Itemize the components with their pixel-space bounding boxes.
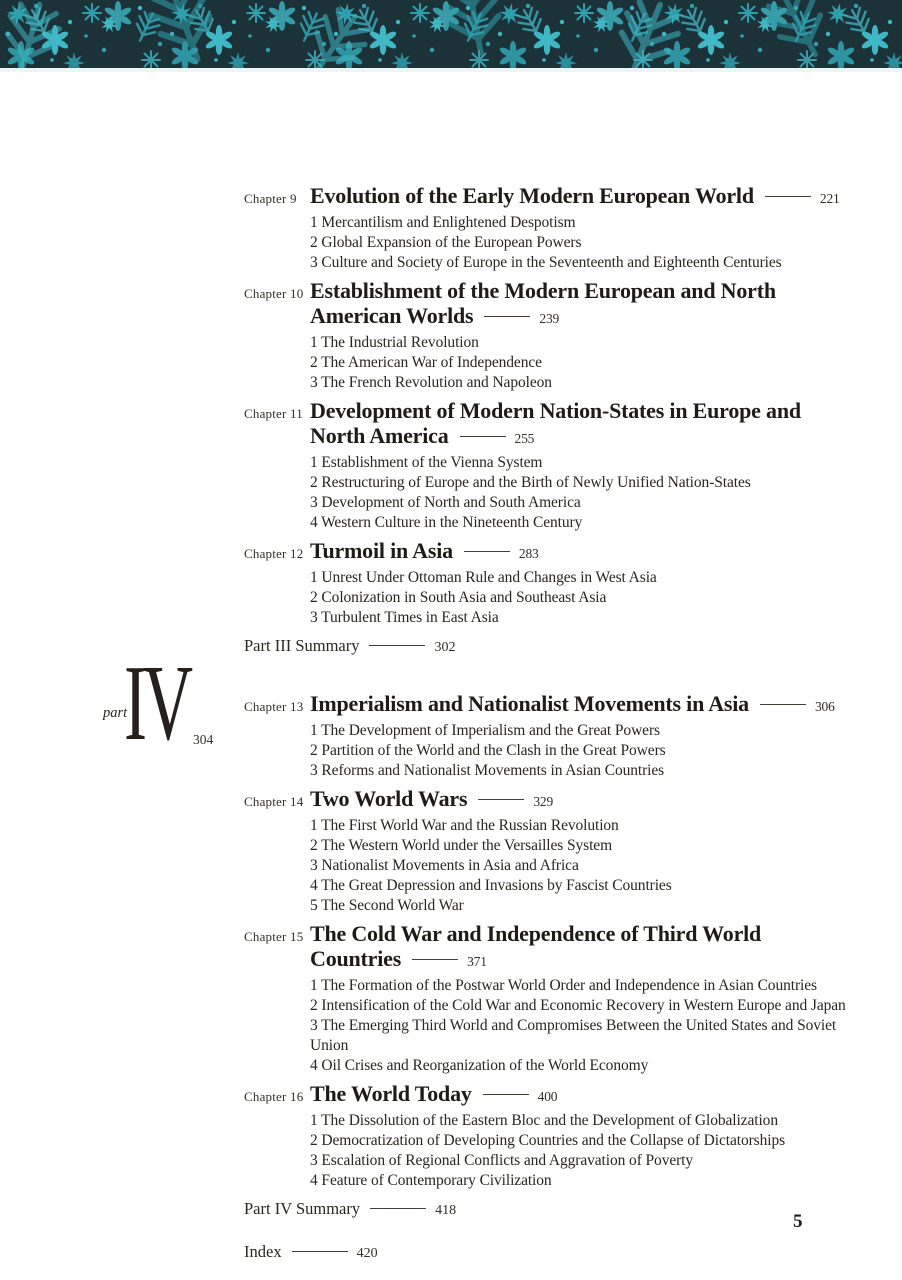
part-word: part (103, 705, 128, 721)
leader-dash (483, 1094, 529, 1095)
section-item: 2 Restructuring of Europe and the Birth of Newly Unified Nation-States (310, 474, 751, 491)
chapter-body (310, 278, 874, 393)
part-summary-label: Part III Summary (244, 636, 360, 655)
batik-pattern-art (0, 0, 902, 68)
chapter-body (310, 921, 874, 1076)
part-numeral: IV (124, 644, 190, 763)
chapter-entry (244, 278, 874, 393)
section-item: 4 Oil Crises and Reorganization of the World Economy (310, 1057, 649, 1074)
chapter-title (310, 538, 874, 566)
leader-dash (460, 436, 506, 437)
section-item: 1 The Industrial Revolution (310, 334, 479, 351)
chapter-label: Chapter 16 (244, 1089, 304, 1104)
chapter-sections (310, 453, 874, 533)
section-item: 1 The Formation of the Postwar World Order and Independence in Asian Countries (310, 977, 817, 994)
chapter-title-line: Establishment of the Modern European and North (310, 278, 776, 303)
leader-dash (464, 551, 510, 552)
leader-dash (370, 1208, 426, 1209)
section-item: 1 Unrest Under Ottoman Rule and Changes in West Asia (310, 569, 657, 586)
chapter-title-line: Development of Modern Nation-States in Europe and (310, 398, 801, 423)
folio-page-number: 5 (793, 1211, 803, 1232)
leader-dash (478, 799, 524, 800)
chapter-title (310, 1081, 874, 1109)
toc-parts (244, 183, 874, 1223)
chapter-title (310, 921, 874, 974)
chapter-label: Chapter 12 (244, 546, 304, 561)
chapter-title-line: Imperialism and Nationalist Movements in Asia (310, 691, 749, 716)
chapter-page-number: 371 (467, 954, 487, 969)
chapter-sections (310, 333, 874, 393)
chapter-label: Chapter 14 (244, 794, 304, 809)
part-summary-label: Part IV Summary (244, 1199, 361, 1218)
index-entry (244, 1239, 874, 1266)
chapter-label: Chapter 13 (244, 699, 304, 714)
chapter-list (244, 691, 874, 1191)
section-item: 3 Turbulent Times in East Asia (310, 609, 499, 626)
index-label: Index (244, 1242, 282, 1261)
part-section (244, 183, 874, 660)
chapter-label: Chapter 11 (244, 406, 303, 421)
chapter-sections (310, 721, 874, 781)
chapter-label: Chapter 15 (244, 929, 304, 944)
section-item: 3 Development of North and South America (310, 494, 581, 511)
chapter-title (310, 691, 874, 719)
section-item: 3 Reforms and Nationalist Movements in Asian Countries (310, 762, 665, 779)
part-marker (96, 644, 236, 764)
chapter-page-number: 239 (539, 311, 560, 326)
section-item: 1 The Dissolution of the Eastern Bloc and the Development of Globalization (310, 1112, 778, 1129)
chapter-page-number: 329 (533, 794, 554, 809)
chapter-title-line: North America (310, 423, 449, 448)
chapter-list (244, 183, 874, 628)
chapter-entry (244, 538, 874, 628)
banner-bottom-edge (0, 68, 902, 72)
section-item: 1 The Development of Imperialism and the Great Powers (310, 722, 660, 739)
section-item: 2 Colonization in South Asia and Southeast Asia (310, 589, 607, 606)
chapter-page-number: 221 (819, 191, 840, 206)
section-item: 4 Western Culture in the Nineteenth Century (310, 514, 583, 531)
chapter-title (310, 278, 874, 331)
chapter-title-line: Two World Wars (310, 786, 468, 811)
chapter-title (310, 786, 874, 814)
section-item: 1 Establishment of the Vienna System (310, 454, 543, 471)
part-start-page: 304 (193, 732, 214, 747)
part-summary-page: 302 (434, 640, 456, 655)
section-item: 5 The Second World War (310, 897, 464, 914)
section-item: 3 Nationalist Movements in Asia and Africa (310, 857, 579, 874)
chapter-title-line: American Worlds (310, 303, 474, 328)
chapter-entry (244, 921, 874, 1076)
part-summary (244, 1196, 874, 1223)
section-item: 4 The Great Depression and Invasions by Fascist Countries (310, 877, 672, 894)
section-item: 2 The American War of Independence (310, 354, 542, 371)
chapter-title (310, 183, 874, 211)
leader-dash (292, 1251, 348, 1252)
leader-dash (484, 316, 530, 317)
chapter-label: Chapter 10 (244, 286, 304, 301)
section-item: 2 Global Expansion of the European Powers (310, 234, 582, 251)
chapter-label: Chapter 9 (244, 191, 297, 206)
part-summary (244, 633, 874, 660)
section-item: 2 Intensification of the Cold War and Economic Recovery in Western Europe and Japan (310, 997, 846, 1014)
section-item: 2 The Western World under the Versailles System (310, 837, 613, 854)
chapter-entry (244, 1081, 874, 1191)
chapter-page-number: 283 (518, 546, 539, 561)
index-page-number: 420 (356, 1246, 378, 1261)
chapter-entry (244, 691, 874, 781)
section-item: 3 Escalation of Regional Conflicts and Aggravation of Poverty (310, 1152, 694, 1169)
chapter-body (310, 1081, 874, 1191)
part-section (244, 691, 874, 1223)
chapter-body (310, 183, 874, 273)
leader-dash (412, 959, 458, 960)
section-item: 1 The First World War and the Russian Revolution (310, 817, 619, 834)
part-summary-page: 418 (435, 1203, 457, 1218)
leader-dash (760, 704, 806, 705)
decorative-batik-banner (0, 0, 902, 72)
section-item: 3 Culture and Society of Europe in the Seventeenth and Eighteenth Centuries (310, 254, 782, 271)
section-item: 4 Feature of Contemporary Civilization (310, 1172, 552, 1189)
leader-dash (369, 645, 425, 646)
section-item: 3 The Emerging Third World and Compromises Between the United States and Soviet Union (310, 1017, 837, 1054)
section-item: 2 Partition of the World and the Clash in the Great Powers (310, 742, 666, 759)
chapter-title-line: Evolution of the Early Modern European World (310, 183, 754, 208)
chapter-page-number: 306 (814, 699, 835, 714)
chapter-entry (244, 786, 874, 916)
chapter-body (310, 691, 874, 781)
chapter-body (310, 398, 874, 533)
chapter-body (310, 786, 874, 916)
chapter-entry (244, 183, 874, 273)
chapter-title-line: Countries (310, 946, 402, 971)
chapter-title-line: The World Today (310, 1081, 472, 1106)
leader-dash (765, 196, 811, 197)
chapter-entry (244, 398, 874, 533)
section-item: 2 Democratization of Developing Countries and the Collapse of Dictatorships (310, 1132, 786, 1149)
chapter-sections (310, 976, 874, 1076)
section-item: 3 The French Revolution and Napoleon (310, 374, 552, 391)
chapter-title-line: Turmoil in Asia (310, 538, 453, 563)
chapter-title-line: The Cold War and Independence of Third World (310, 921, 762, 946)
chapter-sections (310, 1111, 874, 1191)
toc (244, 183, 874, 1266)
chapter-sections (310, 213, 874, 273)
chapter-body (310, 538, 874, 628)
chapter-title (310, 398, 874, 451)
chapter-sections (310, 816, 874, 916)
section-item: 1 Mercantilism and Enlightened Despotism (310, 214, 576, 231)
chapter-sections (310, 568, 874, 628)
chapter-page-number: 255 (514, 431, 535, 446)
chapter-page-number: 400 (537, 1089, 558, 1104)
